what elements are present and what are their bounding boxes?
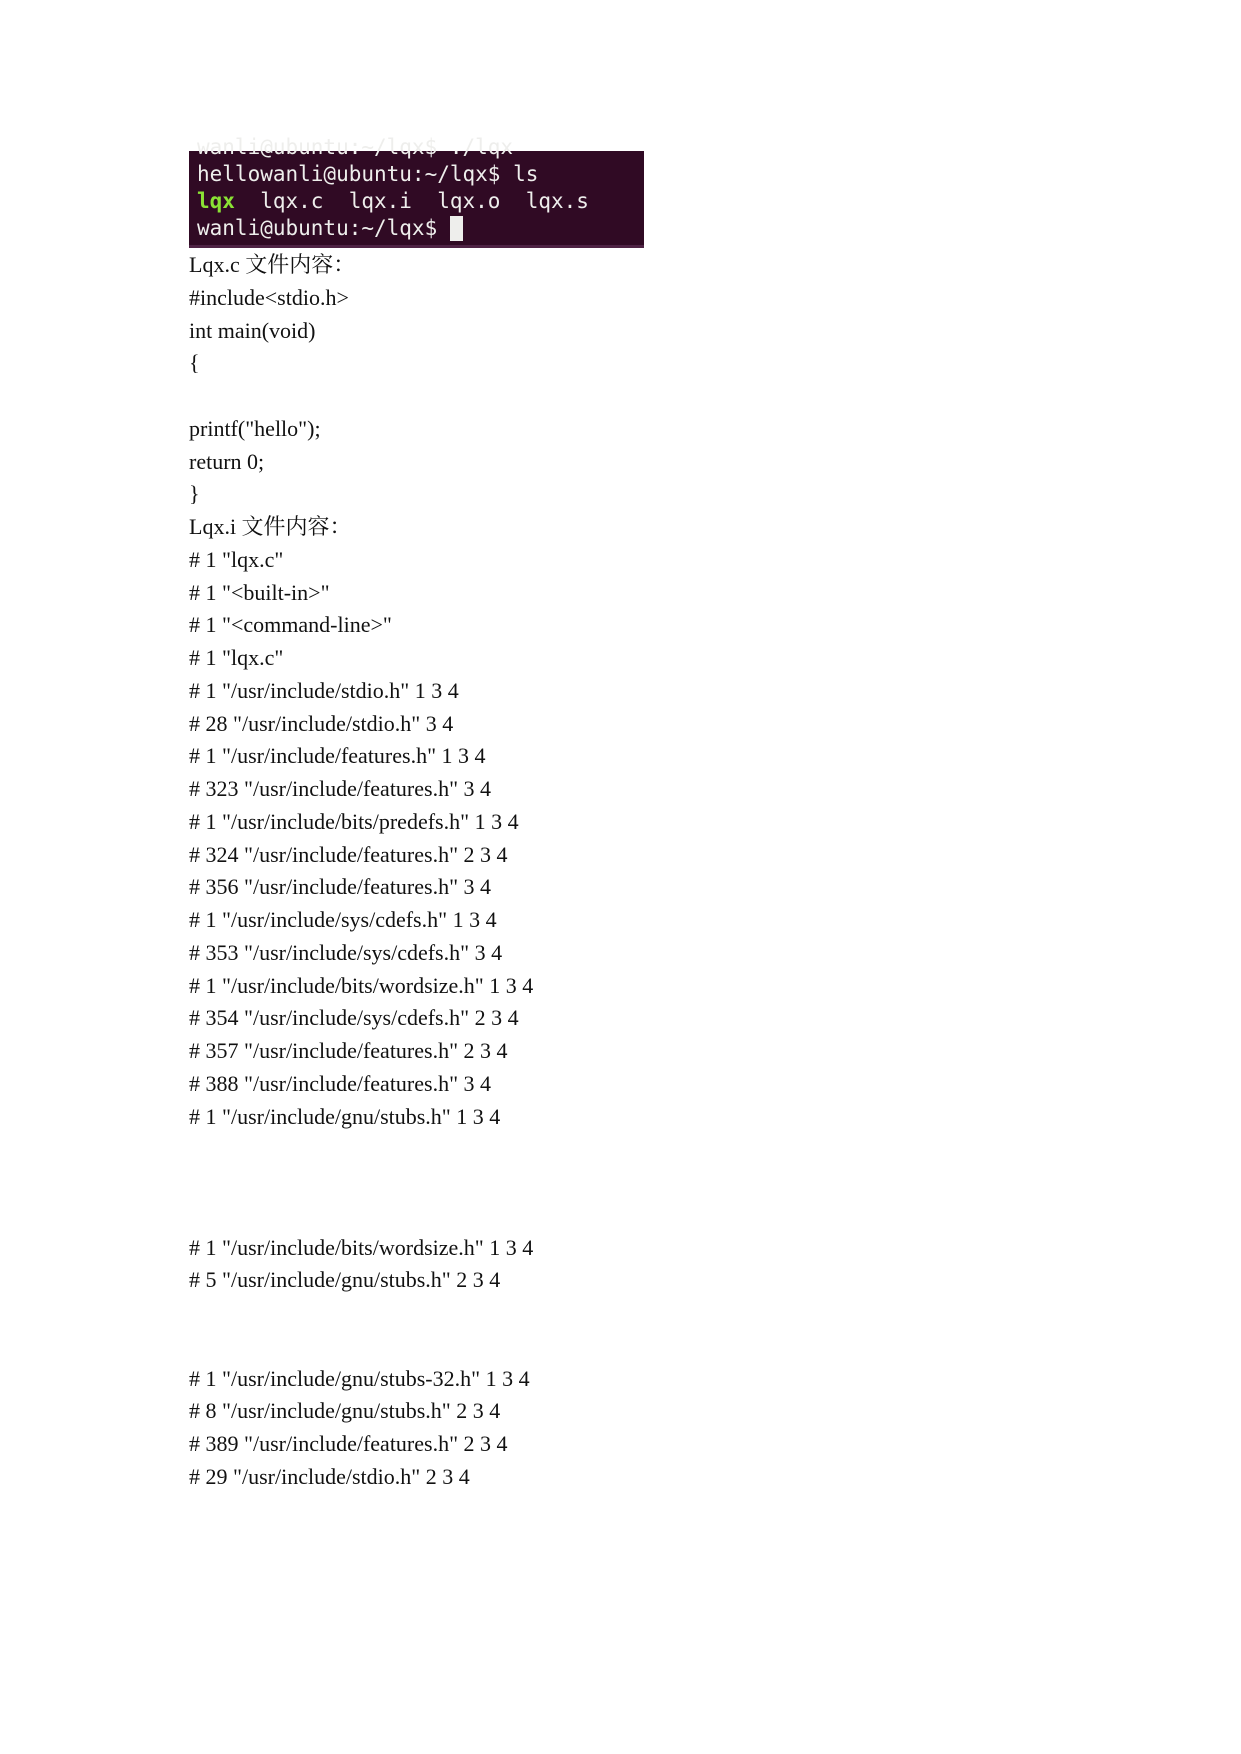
code-line: # 28 "/usr/include/stdio.h" 3 4 (189, 710, 454, 736)
document-body (189, 249, 1089, 1494)
code-line: } (189, 481, 200, 507)
code-line: int main(void) (189, 317, 316, 343)
code-line: # 1 "<command-line>" (189, 612, 392, 638)
terminal-screenshot (189, 135, 644, 248)
ls-entry: lqx.o (437, 189, 501, 213)
blank-line (189, 1199, 1089, 1232)
code-line: # 1 "/usr/include/bits/wordsize.h" 1 3 4 (189, 972, 534, 998)
code-line: { (189, 350, 200, 376)
code-line: # 389 "/usr/include/features.h" 2 3 4 (189, 1431, 508, 1456)
code-line: # 1 "/usr/include/gnu/stubs-32.h" 1 3 4 (189, 1365, 530, 1391)
code-line: # 323 "/usr/include/features.h" 3 4 (189, 776, 492, 801)
code-line: # 324 "/usr/include/features.h" 2 3 4 (189, 841, 508, 867)
code-line: # 353 "/usr/include/sys/cdefs.h" 3 4 (189, 939, 503, 965)
code-line: # 1 "/usr/include/bits/wordsize.h" 1 3 4 (189, 1234, 534, 1260)
code-line: #include<stdio.h> (189, 284, 349, 310)
terminal-cursor (450, 216, 463, 241)
code-line: # 5 "/usr/include/gnu/stubs.h" 2 3 4 (189, 1267, 501, 1293)
terminal-line-command: hellowanli@ubuntu:~/lqx$ ls (197, 162, 539, 186)
terminal-prompt: wanli@ubuntu:~/lqx$ (197, 216, 438, 240)
blank-line (189, 1330, 1089, 1363)
blank-line (189, 1166, 1089, 1199)
section-label-lqx-i: Lqx.i 文件内容： (189, 514, 352, 539)
ls-output-line (197, 188, 589, 215)
section-label-lqx-c: Lqx.c 文件内容： (189, 252, 356, 277)
code-line: # 1 "/usr/include/bits/predefs.h" 1 3 4 (189, 808, 519, 834)
code-line: # 29 "/usr/include/stdio.h" 2 3 4 (189, 1463, 470, 1489)
blank-line (189, 1133, 1089, 1166)
code-line: # 8 "/usr/include/gnu/stubs.h" 2 3 4 (189, 1398, 501, 1424)
code-line: # 1 "/usr/include/stdio.h" 1 3 4 (189, 677, 459, 703)
code-line: # 1 "/usr/include/gnu/stubs.h" 1 3 4 (189, 1103, 501, 1129)
code-line: # 356 "/usr/include/features.h" 3 4 (189, 874, 492, 900)
blank-line (189, 1297, 1089, 1330)
code-line: # 1 "<built-in>" (189, 579, 330, 605)
code-line: # 388 "/usr/include/features.h" 3 4 (189, 1070, 492, 1096)
code-line: # 1 "lqx.c" (189, 546, 284, 572)
code-line: # 357 "/usr/include/features.h" 2 3 4 (189, 1038, 508, 1063)
ls-entry: lqx.s (525, 189, 589, 213)
terminal-prompt-line (197, 215, 589, 242)
ls-entry: lqx (197, 189, 235, 213)
ls-entry: lqx.i (348, 189, 412, 213)
code-line: # 1 "/usr/include/features.h" 1 3 4 (189, 743, 486, 769)
terminal-line-clipped: wanli@ubuntu:~/lqx$ ./lqx (197, 135, 514, 159)
terminal-output (197, 134, 589, 242)
code-line: # 354 "/usr/include/sys/cdefs.h" 2 3 4 (189, 1005, 519, 1031)
code-line: printf("hello"); (189, 415, 321, 441)
ls-entry: lqx.c (260, 189, 324, 213)
code-line: # 1 "lqx.c" (189, 645, 284, 670)
blank-line (189, 380, 1089, 413)
code-line: # 1 "/usr/include/sys/cdefs.h" 1 3 4 (189, 907, 497, 932)
code-line: return 0; (189, 448, 265, 474)
